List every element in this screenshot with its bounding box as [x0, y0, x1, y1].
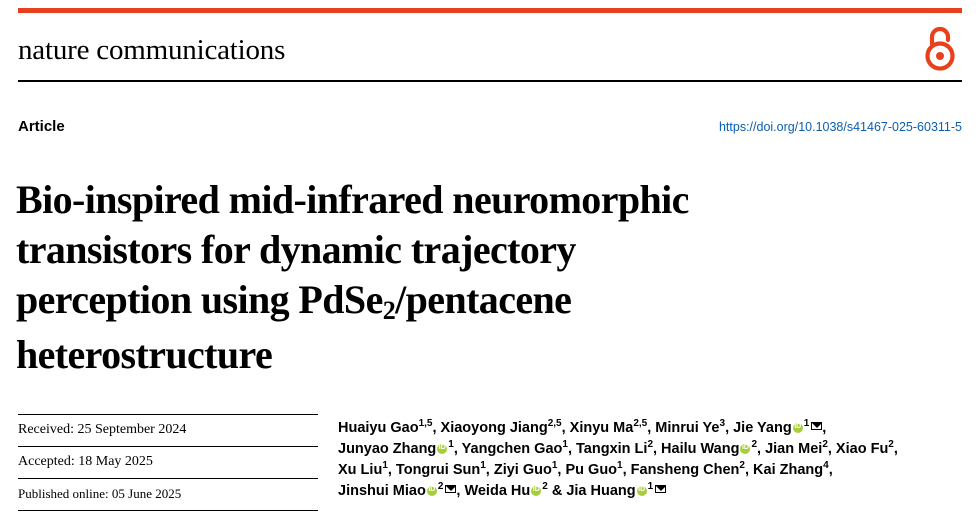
author-name: , Fansheng Chen: [622, 462, 740, 478]
author-name: , Weida Hu: [456, 483, 531, 499]
published-date: Published online: 05 June 2025: [18, 486, 182, 501]
orcid-icon[interactable]: [437, 444, 447, 454]
affiliation-marker: 1: [803, 418, 810, 430]
author-line-4: [338, 481, 968, 502]
author-name: Xu Liu: [338, 462, 383, 478]
article-type-label: Article: [18, 118, 65, 135]
affiliation-marker: 4: [823, 460, 829, 472]
orcid-icon[interactable]: [427, 486, 437, 496]
affiliation-marker: 2: [542, 481, 548, 493]
author-name: , Xiaoyong Jiang: [432, 420, 548, 436]
author-name: , Xinyu Ma: [561, 420, 634, 436]
title-line-3a: perception using PdSe: [16, 276, 383, 322]
affiliation-marker: 2: [647, 439, 653, 451]
email-icon[interactable]: [811, 422, 822, 430]
article-meta-row: [18, 116, 962, 138]
orcid-icon[interactable]: [531, 486, 541, 496]
affiliation-marker: 2: [437, 481, 444, 493]
masthead-divider: [18, 80, 962, 82]
affiliation-marker: 2: [739, 460, 745, 472]
received-date: Received: 25 September 2024: [18, 422, 187, 437]
author-list: [338, 418, 968, 502]
affiliation-marker: 3: [719, 418, 726, 430]
email-icon[interactable]: [655, 485, 666, 493]
author-name: Junyao Zhang: [338, 441, 437, 457]
open-access-icon: [920, 24, 960, 72]
affiliation-marker: 1: [562, 439, 568, 451]
author-name: , Tangxin Li: [567, 441, 648, 457]
affiliation-marker: 1: [448, 439, 454, 451]
affiliation-marker: 1: [647, 481, 654, 493]
title-line-4: heterostructure: [16, 331, 273, 377]
title-line-1: Bio-inspired mid-infrared neuromorphic: [16, 176, 689, 222]
journal-title: nature communications: [18, 34, 286, 66]
author-name: Jinshui Miao: [338, 483, 426, 499]
affiliation-marker: 1,5: [418, 418, 433, 430]
author-separator: ,: [822, 420, 827, 436]
author-name: , Pu Guo: [557, 462, 618, 478]
author-name: , Yangchen Gao: [453, 441, 563, 457]
author-separator: ,: [828, 462, 833, 478]
affiliation-marker: 2,5: [633, 418, 648, 430]
affiliation-marker: 1: [382, 460, 388, 472]
history-divider-end: [18, 510, 318, 511]
author-name: & Jia Huang: [547, 483, 636, 499]
affiliation-marker: 2,5: [547, 418, 562, 430]
orcid-icon[interactable]: [793, 423, 803, 433]
affiliation-marker: 1: [480, 460, 486, 472]
author-line-2: [338, 439, 968, 460]
author-name: , Jie Yang: [725, 420, 792, 436]
author-name: , Hailu Wang: [653, 441, 740, 457]
affiliation-marker: 1: [617, 460, 623, 472]
author-name: , Xiao Fu: [827, 441, 889, 457]
author-separator: ,: [893, 441, 898, 457]
title-subscript: 2: [382, 295, 396, 325]
title-line-2: transistors for dynamic trajectory: [16, 226, 576, 272]
affiliation-marker: 1: [551, 460, 558, 472]
journal-masthead: [18, 22, 962, 78]
author-line-3: [338, 460, 968, 481]
doi-link[interactable]: https://doi.org/10.1038/s41467-025-60311-5: [718, 120, 962, 134]
email-icon[interactable]: [445, 485, 456, 493]
affiliation-marker: 2: [751, 439, 758, 451]
orcid-icon[interactable]: [637, 486, 647, 496]
author-name: , Ziyi Guo: [485, 462, 552, 478]
orcid-icon[interactable]: [740, 444, 750, 454]
affiliation-marker: 2: [888, 439, 894, 451]
author-name: Huaiyu Gao: [338, 420, 419, 436]
affiliation-marker: 2: [822, 439, 828, 451]
publication-history: [18, 414, 318, 511]
accepted-date: Accepted: 18 May 2025: [18, 454, 153, 469]
author-line-1: [338, 418, 968, 439]
top-accent-rule: [18, 8, 962, 13]
author-name: , Tongrui Sun: [387, 462, 481, 478]
author-name: , Kai Zhang: [744, 462, 824, 478]
author-name: , Minrui Ye: [647, 420, 720, 436]
page-title: [16, 175, 916, 380]
author-name: , Jian Mei: [757, 441, 823, 457]
title-line-3b: /pentacene: [395, 276, 572, 322]
